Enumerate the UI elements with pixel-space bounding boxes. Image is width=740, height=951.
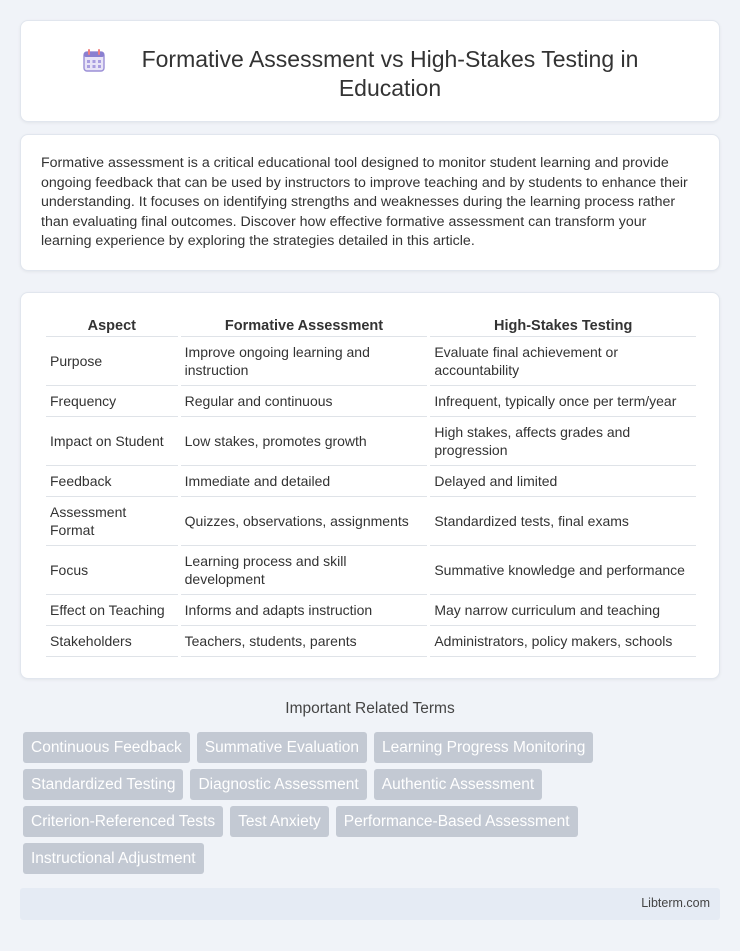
calendar-icon [81, 48, 107, 74]
row-formative: Regular and continuous [181, 386, 428, 417]
row-high-stakes: Administrators, policy makers, schools [430, 626, 696, 657]
intro-paragraph: Formative assessment is a critical educational tool designed to monitor student learning and provide ongoing feedback that can be used by instructors to improve teaching and by students to enhance their understanding. It focuses on identifying strengths and weaknesses during the learning process rather than evaluating final outcomes. Discover how effective formative assessment can transform your learning experience by exploring the strategies detailed in this article. [41, 155, 688, 250]
table-row [46, 497, 696, 546]
page-title: Formative Assessment vs High-Stakes Testing in Education [141, 46, 639, 101]
term-tag[interactable]: Continuous Feedback [23, 732, 190, 763]
table-row [46, 337, 696, 386]
related-terms-heading: Important Related Terms [285, 700, 455, 717]
row-formative: Immediate and detailed [181, 466, 428, 497]
row-formative: Quizzes, observations, assignments [181, 497, 428, 546]
table-row [46, 626, 696, 657]
term-tag[interactable]: Summative Evaluation [197, 732, 367, 763]
term-tag[interactable]: Criterion-Referenced Tests [23, 806, 223, 837]
comparison-card [20, 292, 720, 679]
table-header-row [46, 315, 696, 337]
row-aspect: Impact on Student [46, 417, 178, 466]
row-high-stakes: Infrequent, typically once per term/year [430, 386, 696, 417]
table-row [46, 417, 696, 466]
row-high-stakes: May narrow curriculum and teaching [430, 595, 696, 626]
title-card [20, 20, 720, 122]
term-tag[interactable]: Authentic Assessment [374, 769, 543, 800]
row-aspect: Effect on Teaching [46, 595, 178, 626]
header-high-stakes: High-Stakes Testing [430, 315, 696, 337]
row-high-stakes: Summative knowledge and performance [430, 546, 696, 595]
table-row [46, 466, 696, 497]
term-tag[interactable]: Instructional Adjustment [23, 843, 204, 874]
footer-site-link[interactable]: Libterm.com [641, 896, 710, 910]
term-tag[interactable]: Learning Progress Monitoring [374, 732, 593, 763]
row-aspect: Focus [46, 546, 178, 595]
header-formative: Formative Assessment [181, 315, 428, 337]
term-tag[interactable]: Diagnostic Assessment [190, 769, 366, 800]
table-row [46, 386, 696, 417]
row-high-stakes: Evaluate final achievement or accountability [430, 337, 696, 386]
term-tag[interactable]: Performance-Based Assessment [336, 806, 578, 837]
row-high-stakes: High stakes, affects grades and progression [430, 417, 696, 466]
table-row [46, 595, 696, 626]
footer [20, 888, 720, 920]
row-aspect: Purpose [46, 337, 178, 386]
row-formative: Informs and adapts instruction [181, 595, 428, 626]
term-tag[interactable]: Test Anxiety [230, 806, 329, 837]
term-tag[interactable]: Standardized Testing [23, 769, 183, 800]
row-aspect: Feedback [46, 466, 178, 497]
row-formative: Teachers, students, parents [181, 626, 428, 657]
row-high-stakes: Delayed and limited [430, 466, 696, 497]
row-aspect: Stakeholders [46, 626, 178, 657]
comparison-table [43, 315, 699, 657]
intro-card [20, 134, 720, 271]
row-aspect: Frequency [46, 386, 178, 417]
row-high-stakes: Standardized tests, final exams [430, 497, 696, 546]
table-row [46, 546, 696, 595]
header-aspect: Aspect [46, 315, 178, 337]
row-aspect: Assessment Format [46, 497, 178, 546]
row-formative: Improve ongoing learning and instruction [181, 337, 428, 386]
row-formative: Learning process and skill development [181, 546, 428, 595]
row-formative: Low stakes, promotes growth [181, 417, 428, 466]
related-terms-list [23, 732, 713, 880]
